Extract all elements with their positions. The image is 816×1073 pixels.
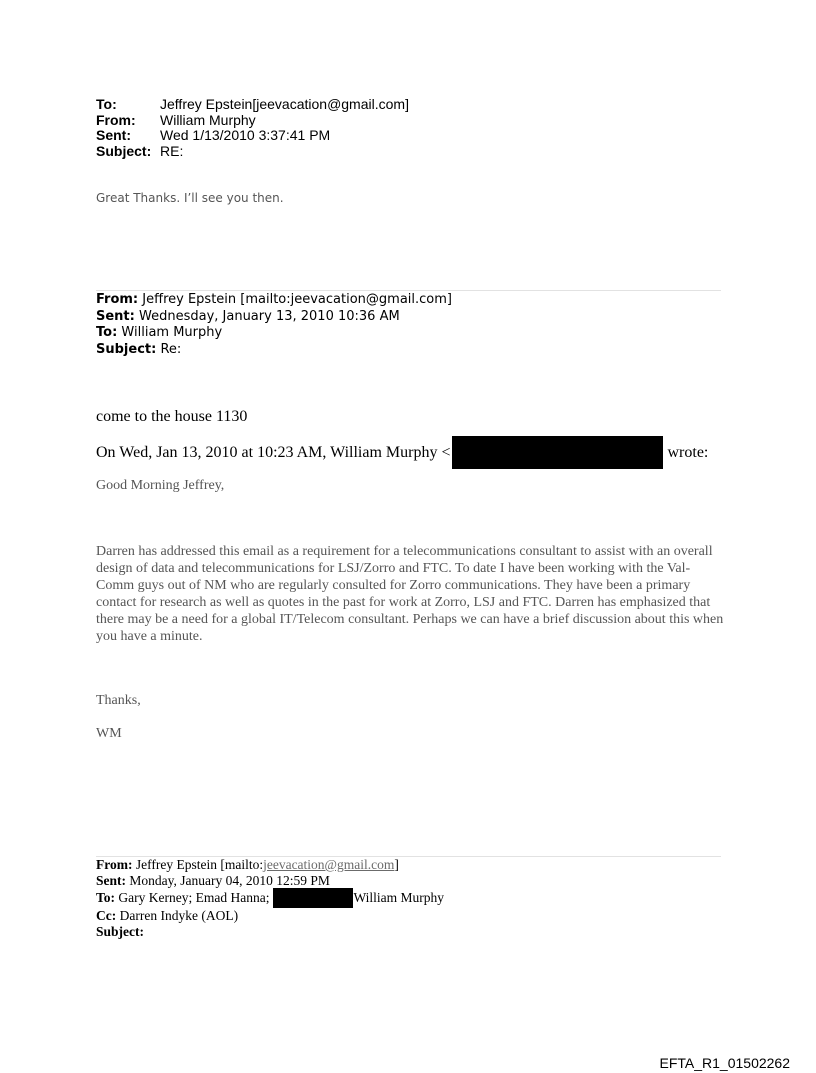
attribution-suffix: wrote: bbox=[667, 443, 709, 461]
from-label: From: bbox=[96, 111, 136, 128]
redaction-block bbox=[273, 888, 353, 908]
quoted2-subject-label: Subject: bbox=[96, 923, 144, 939]
quoted2-to-row bbox=[96, 888, 444, 908]
quoted-from-label: From: bbox=[96, 292, 139, 307]
quoted2-cc-row bbox=[96, 908, 444, 924]
redaction-block bbox=[452, 436, 663, 469]
quoted2-from-label: From: bbox=[96, 857, 133, 872]
quoted-header-2 bbox=[96, 857, 444, 939]
subject-label: Subject: bbox=[96, 142, 152, 159]
quoted-from-value: Jeffrey Epstein [mailto:jeevacation@gmail.com] bbox=[142, 292, 452, 307]
quoted-to-label: To: bbox=[96, 325, 118, 340]
attribution-prefix: On Wed, Jan 13, 2010 at 10:23 AM, William Murphy < bbox=[96, 443, 451, 461]
greeting: Good Morning Jeffrey, bbox=[96, 478, 225, 493]
quoted2-sent-row bbox=[96, 873, 444, 889]
header-to-row bbox=[96, 97, 409, 113]
header-from-row bbox=[96, 113, 409, 129]
quoted2-from-name: Jeffrey Epstein [mailto: bbox=[135, 857, 264, 872]
reply-body: Great Thanks. I’ll see you then. bbox=[96, 191, 284, 205]
quoted-subject-label: Subject: bbox=[96, 341, 157, 357]
quoted2-cc-label: Cc: bbox=[96, 908, 117, 923]
sent-value: Wed 1/13/2010 3:37:41 PM bbox=[160, 127, 331, 143]
subject-value: RE: bbox=[160, 142, 184, 159]
quoted2-to-value-a: Gary Kerney; Emad Hanna; bbox=[118, 890, 270, 906]
quoted2-to-label: To: bbox=[96, 890, 116, 906]
document-id: EFTA_R1_01502262 bbox=[659, 1055, 790, 1071]
quoted-to-value: William Murphy bbox=[121, 325, 223, 340]
quoted-from-row bbox=[96, 292, 452, 309]
quoted2-from-row bbox=[96, 857, 444, 873]
sent-label: Sent: bbox=[96, 127, 131, 143]
quoted-subject-row bbox=[96, 342, 452, 359]
quoted-to-row bbox=[96, 325, 452, 342]
quoted2-cc-value: Darren Indyke (AOL) bbox=[119, 908, 239, 923]
quoted-sent-value: Wednesday, January 13, 2010 10:36 AM bbox=[139, 308, 400, 324]
closing: Thanks, bbox=[96, 693, 141, 708]
email-link[interactable]: jeevacation@gmail.com bbox=[263, 857, 395, 872]
email-header bbox=[96, 97, 409, 159]
quoted2-sent-value: Monday, January 04, 2010 12:59 PM bbox=[129, 872, 330, 888]
to-value: Jeffrey Epstein[jeevacation@gmail.com] bbox=[160, 96, 409, 112]
quoted2-to-value-b: William Murphy bbox=[353, 890, 445, 906]
quoted2-from-close: ] bbox=[394, 857, 399, 872]
quoted2-subject-row bbox=[96, 924, 444, 940]
message-body: come to the house 1130 bbox=[96, 408, 248, 425]
quoted2-sent-label: Sent: bbox=[96, 872, 126, 888]
header-subject-row bbox=[96, 144, 409, 160]
to-label: To: bbox=[96, 96, 117, 112]
message-paragraph: Darren has addressed this email as a requirement for a telecommunications consultant to assist with an overall design of data and telecommunications for LSJ/Zorro and FTC. To date I have been working with the Val-Comm guys out of NM who are regularly consulted for Zorro communications. They have been a primary contact for research as well as quotes in the past for work at Zorro, LSJ and FTC. Darren has emphasized that there may be a need for a global IT/Telecom consultant. Perhaps we can have a brief discussion about this when you have a minute. bbox=[96, 544, 724, 644]
quoted-sent-label: Sent: bbox=[96, 308, 135, 324]
header-sent-row bbox=[96, 128, 409, 144]
quoted-sent-row bbox=[96, 309, 452, 326]
divider bbox=[96, 290, 721, 291]
from-value: William Murphy bbox=[160, 111, 256, 128]
attribution-line bbox=[96, 436, 708, 469]
quoted-subject-value: Re: bbox=[160, 341, 182, 357]
quoted-header-1 bbox=[96, 292, 452, 358]
signature: WM bbox=[96, 726, 122, 741]
